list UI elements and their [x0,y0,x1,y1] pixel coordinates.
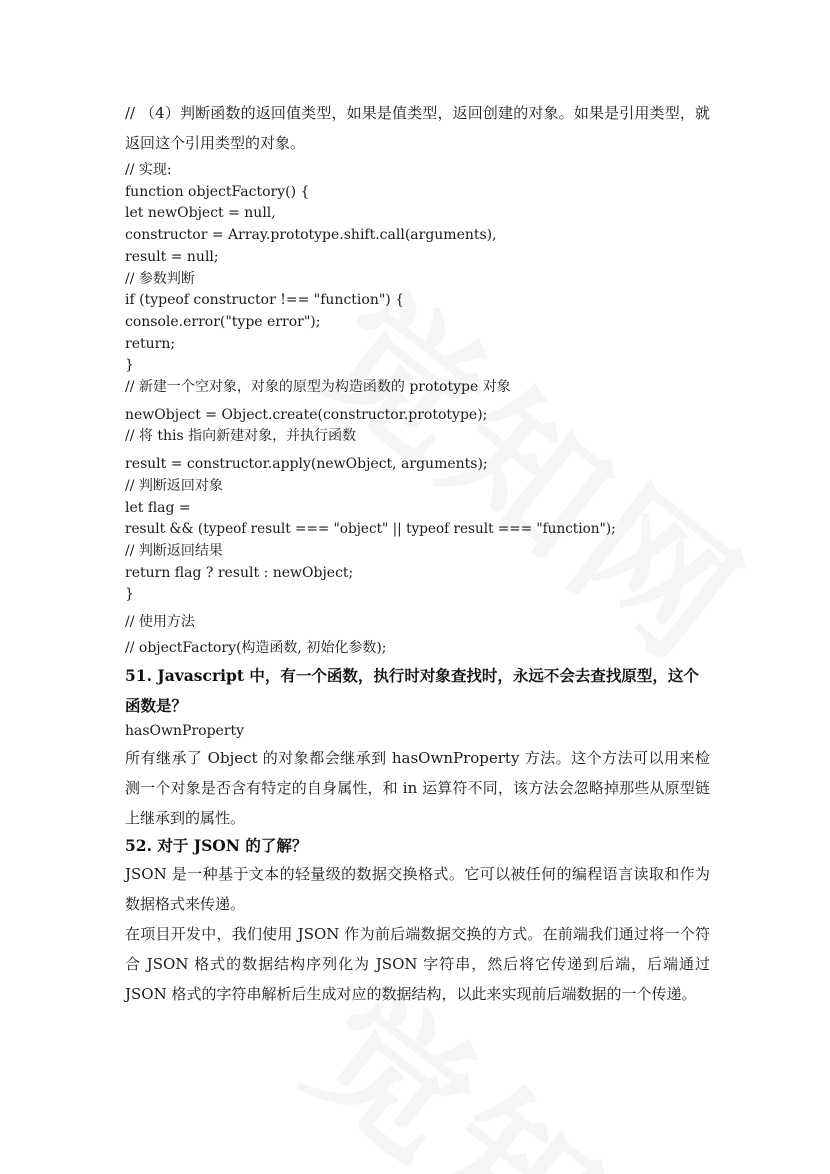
code-line: if (typeof constructor !== "function") { [125,292,405,309]
question-51-explanation: 所有继承了 Object 的对象都会继承到 hasOwnProperty 方法。这个方法可以用来检测一个对象是否含有特定的自身属性，和 in 运算符不同，该方法会忽略掉那些从原型链上继承到的属性。 [125,749,710,828]
code-line: let newObject = null, [125,205,276,222]
code-line: // 判断返回对象 [125,477,223,494]
comment-step-4: // （4）判断函数的返回值类型，如果是值类型，返回创建的对象。如果是引用类型，就返回这个引用类型的对象。 [125,104,710,152]
page-content [125,98,710,1009]
code-line: newObject = Object.create(constructor.prototype); [125,406,488,423]
question-52-title: 52. 对于 JSON 的了解？ [125,836,308,856]
code-line: function objectFactory() { [125,183,310,200]
question-51-title: 51. Javascript 中，有一个函数，执行时对象查找时，永远不会去查找原型，这个函数是？ [125,666,699,716]
code-line: // 将 this 指向新建对象，并执行函数 [125,428,357,445]
code-line: result = null; [125,248,219,265]
code-line: let flag = [125,499,191,516]
code-line: return; [125,335,176,352]
code-line: // 判断返回结果 [125,542,223,559]
question-52-paragraph: 在项目开发中，我们使用 JSON 作为前后端数据交换的方式。在前端我们通过将一个符合 JSON 格式的数据结构序列化为 JSON 字符串，然后将它传递到后端，后端通过 JSON 格式的字符串解析后生成对应的数据结构，以此来实现前后端数据的一个传递。 [125,925,710,1004]
code-line: // 参数判断 [125,270,195,287]
code-line: return flag ? result : newObject; [125,564,354,581]
code-line: result && (typeof result === "object" || typeof result === "function"); [125,521,616,538]
code-line: result = constructor.apply(newObject, arguments); [125,456,488,473]
code-line: constructor = Array.prototype.shift.call(arguments), [125,227,497,244]
code-line: // 新建一个空对象，对象的原型为构造函数的 prototype 对象 [125,379,511,396]
question-51-answer: hasOwnProperty [125,723,245,740]
code-line: // 使用方法 [125,614,195,631]
code-line: } [125,586,134,603]
code-line: // 实现: [125,162,172,178]
question-52-paragraph: JSON 是一种基于文本的轻量级的数据交换格式。它可以被任何的编程语言读取和作为数据格式来传递。 [125,865,710,914]
code-line: } [125,357,134,374]
code-line: console.error("type error"); [125,313,321,330]
code-block [125,160,710,659]
code-line: // objectFactory(构造函数, 初始化参数); [125,639,387,656]
